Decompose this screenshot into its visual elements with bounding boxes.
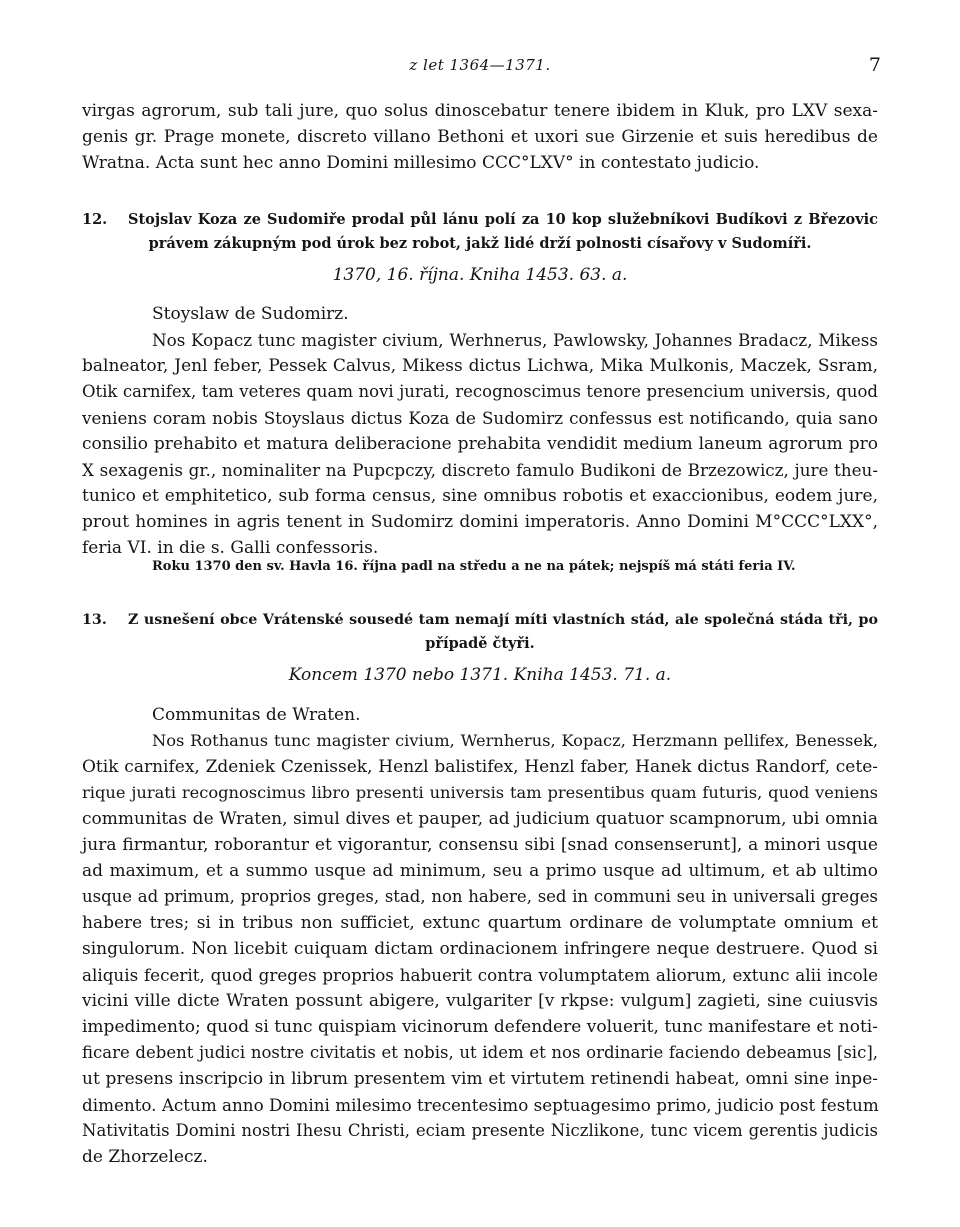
- text-line: balneator, Jenl feber, Pessek Calvus, Mikess dictus Lichwa, Mika Mulkonis, Maczek, Ssram,: [82, 356, 878, 376]
- text-line: habere tres; si in tribus non sufficiet, extunc quartum ordinare de volumptate omnium et: [82, 913, 878, 933]
- previous-entry-text: [82, 98, 878, 176]
- text-line: veniens coram nobis Stoyslaus dictus Koza de Sudomirz confessus est notificando, quia sano: [82, 408, 878, 428]
- page-number: 7: [868, 54, 881, 76]
- running-head: z let 1364—1371.: [409, 56, 551, 74]
- text-line: usque ad primum, proprios greges, stad, non habere, sed in communi seu in universali greges: [82, 887, 878, 906]
- text-line: aliquis fecerit, quod greges proprios habuerit contra volumptatem aliorum, extunc alii incole: [82, 965, 878, 985]
- entry-12-salutation: Stoyslaw de Sudomirz.: [152, 304, 349, 324]
- entry-13-salutation: Communitas de Wraten.: [152, 705, 361, 725]
- summary-line: právem zákupným pod úrok bez robot, jakž lidé drží polnosti císařovy v Sudomíři.: [148, 235, 812, 252]
- text-line: prout homines in agris tenent in Sudomirz domini imperatoris. Anno Domini M°CCC°LXX°,: [82, 512, 878, 532]
- summary-line: Stojslav Koza ze Sudomiře prodal půl lánu polí za 10 kop služebníkovi Budíkovi z Březovic: [128, 211, 878, 228]
- text-line: ficare debent judici nostre civitatis et nobis, ut idem et nos ordinarie faciendo debeamus [sic],: [82, 1043, 878, 1062]
- text-line: genis gr. Prage monete, discreto villano Bethoni et uxori sue Girzenie et suis heredibus de: [82, 127, 878, 147]
- text-line: Otik carnifex, Zdeniek Czenissek, Henzl balistifex, Henzl faber, Hanek dictus Randorf, cete-: [82, 757, 878, 777]
- text-line: Nos Rothanus tunc magister civium, Wernherus, Kopacz, Herzmann pellifex, Benessek,: [152, 731, 878, 750]
- entry-12-dating: 1370, 16. října. Kniha 1453. 63. a.: [332, 265, 628, 285]
- entry-13-summary: [82, 608, 878, 656]
- text-line: ut presens inscripcio in librum presentem vim et virtutem retinendi habeat, omni sine inpe-: [82, 1069, 878, 1089]
- text-line: consilio prehabito et matura deliberacione prehabita vendidit medium laneum agrorum pro: [82, 434, 878, 454]
- text-line: tunico et emphitetico, sub forma census, sine omnibus robotis et exaccionibus, eodem jure,: [82, 486, 878, 506]
- text-line: singulorum. Non licebit cuiquam dictam ordinacionem infringere neque destruere. Quod si: [82, 939, 878, 959]
- summary-line: případě čtyři.: [425, 635, 535, 652]
- text-line: vicini ville dicte Wraten possunt abigere, vulgariter [v rkpse: vulgum] zagieti, sine cuiusvis: [82, 991, 878, 1011]
- text-line: jura firmantur, roborantur et vigorantur, consensu sibi [snad consenserunt], a minori usque: [82, 835, 878, 855]
- entry-12-text: [82, 327, 878, 561]
- text-line: de Zhorzelecz.: [82, 1147, 208, 1167]
- text-line: impedimento; quod si tunc quispiam vicinorum defendere voluerit, tunc manifestare et noti-: [82, 1017, 878, 1037]
- text-line: Otik carnifex, tam veteres quam novi jurati, recognoscimus tenore presencium universis, quod: [82, 382, 878, 401]
- text-line: rique jurati recognoscimus libro presenti universis tam presentibus quam futuris, quod veniens: [82, 783, 878, 802]
- text-line: feria VI. in die s. Galli confessoris.: [82, 538, 379, 558]
- text-line: ad maximum, et a summo usque ad minimum, seu a primo usque ad ultimum, et ab ultimo: [82, 861, 878, 881]
- page-header: [0, 56, 960, 80]
- summary-line: Z usnešení obce Vrátenské sousedé tam nemají míti vlastních stád, ale společná stáda tři, po: [128, 612, 878, 628]
- text-line: communitas de Wraten, simul dives et pauper, ad judicium quatuor scampnorum, ubi omnia: [82, 809, 878, 829]
- text-line: Nos Kopacz tunc magister civium, Werhnerus, Pawlowsky, Johannes Bradacz, Mikess: [152, 330, 878, 350]
- entry-number: 12.: [82, 211, 108, 228]
- entry-number: 13.: [82, 612, 107, 628]
- entry-13-text: [82, 728, 878, 1170]
- text-line: dimento. Actum anno Domini milesimo trecentesimo septuagesimo primo, judicio post festum: [82, 1095, 879, 1115]
- entry-12-summary: [82, 208, 878, 256]
- entry-13-dating: Koncem 1370 nebo 1371. Kniha 1453. 71. a.: [288, 665, 672, 685]
- text-line: X sexagenis gr., nominaliter na Pupcpczy, discreto famulo Budikoni de Brzezowicz, jure theu-: [82, 460, 878, 480]
- text-line: Nativitatis Domini nostri Ihesu Christi, eciam presente Niczlikone, tunc vicem gerentis judicis: [82, 1121, 878, 1140]
- text-line: virgas agrorum, sub tali jure, quo solus dinoscebatur tenere ibidem in Kluk, pro LXV sexa-: [82, 101, 878, 121]
- text-line: Wratna. Acta sunt hec anno Domini millesimo CCC°LXV° in contestato judicio.: [82, 153, 760, 173]
- entry-12-note: Roku 1370 den sv. Havla 16. října padl na středu a ne na pátek; nejspíš má státi feria IV.: [152, 559, 796, 574]
